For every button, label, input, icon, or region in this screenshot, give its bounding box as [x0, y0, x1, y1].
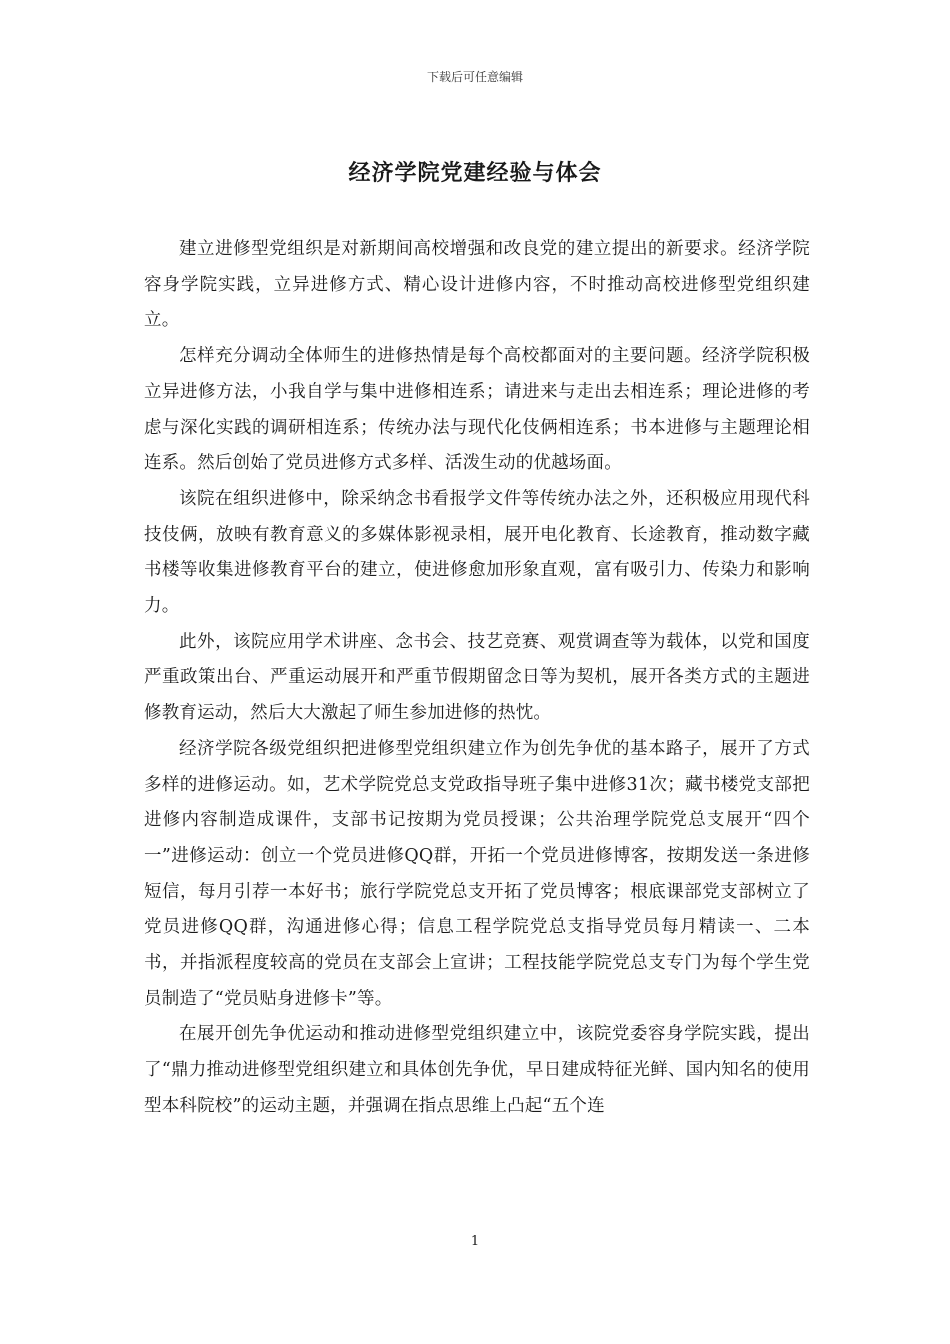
paragraph: 此外，该院应用学术讲座、念书会、技艺竞赛、观赏调查等为载体，以党和国度严重政策出台、严重运动展开和严重节假期留念日等为契机，展开各类方式的主题进修教育运动，然后大大激起了师生参加进修的热忱。 [144, 631, 810, 724]
header-note: 下载后可任意编辑 [426, 70, 523, 84]
paragraph: 建立进修型党组织是对新期间高校增强和改良党的建立提出的新要求。经济学院容身学院实践，立异进修方式、精心设计进修内容，不时推动高校进修型党组织建立。 [144, 239, 810, 331]
paragraph: 在展开创先争优运动和推动进修型党组织建立中，该院党委容身学院实践，提出了“鼎力推动进修型党组织建立和具体创先争优，早日建成特征光鲜、国内知名的使用型本科院校”的运动主题，并强调在指点思维上凸起“五个连 [144, 1024, 810, 1116]
paragraph: 经济学院各级党组织把进修型党组织建立作为创先争优的基本路子，展开了方式多样的进修运动。如，艺术学院党总支党政指导班子集中进修31次；藏书楼党支部把进修内容制造成课件，支部书记按期为党员授课；公共治理学院党总支展开“四个一”进修运动：创立一个党员进修QQ群，开拓一个党员进修博客，按期发送一条进修短信，每月引荐一本好书；旅行学院党总支开拓了党员博客；根底课部党支部树立了党员进修QQ群，沟通进修心得；信息工程学院党总支指导党员每月精读一、二本书，并指派程度较高的党员在支部会上宣讲；工程技能学院党总支专门为每个学生党员制造了“党员贴身进修卡”等。 [144, 738, 810, 1009]
document-title: 经济学院党建经验与体会 [348, 160, 602, 186]
paragraph: 怎样充分调动全体师生的进修热情是每个高校都面对的主要问题。经济学院积极立异进修方法，小我自学与集中进修相连系；请进来与走出去相连系；理论进修的考虑与深化实践的调研相连系；传统办法与现代化伎俩相连系；书本进修与主题理论相连系。然后创始了党员进修方式多样、活泼生动的优越场面。 [144, 346, 810, 474]
page-number: 1 [470, 1234, 480, 1249]
paragraph: 该院在组织进修中，除采纳念书看报学文件等传统办法之外，还积极应用现代科技伎俩，放映有教育意义的多媒体影视录相，展开电化教育、长途教育，推动数字藏书楼等收集进修教育平台的建立，使进修愈加形象直观，富有吸引力、传染力和影响力。 [144, 488, 810, 617]
document-body [144, 232, 810, 1125]
